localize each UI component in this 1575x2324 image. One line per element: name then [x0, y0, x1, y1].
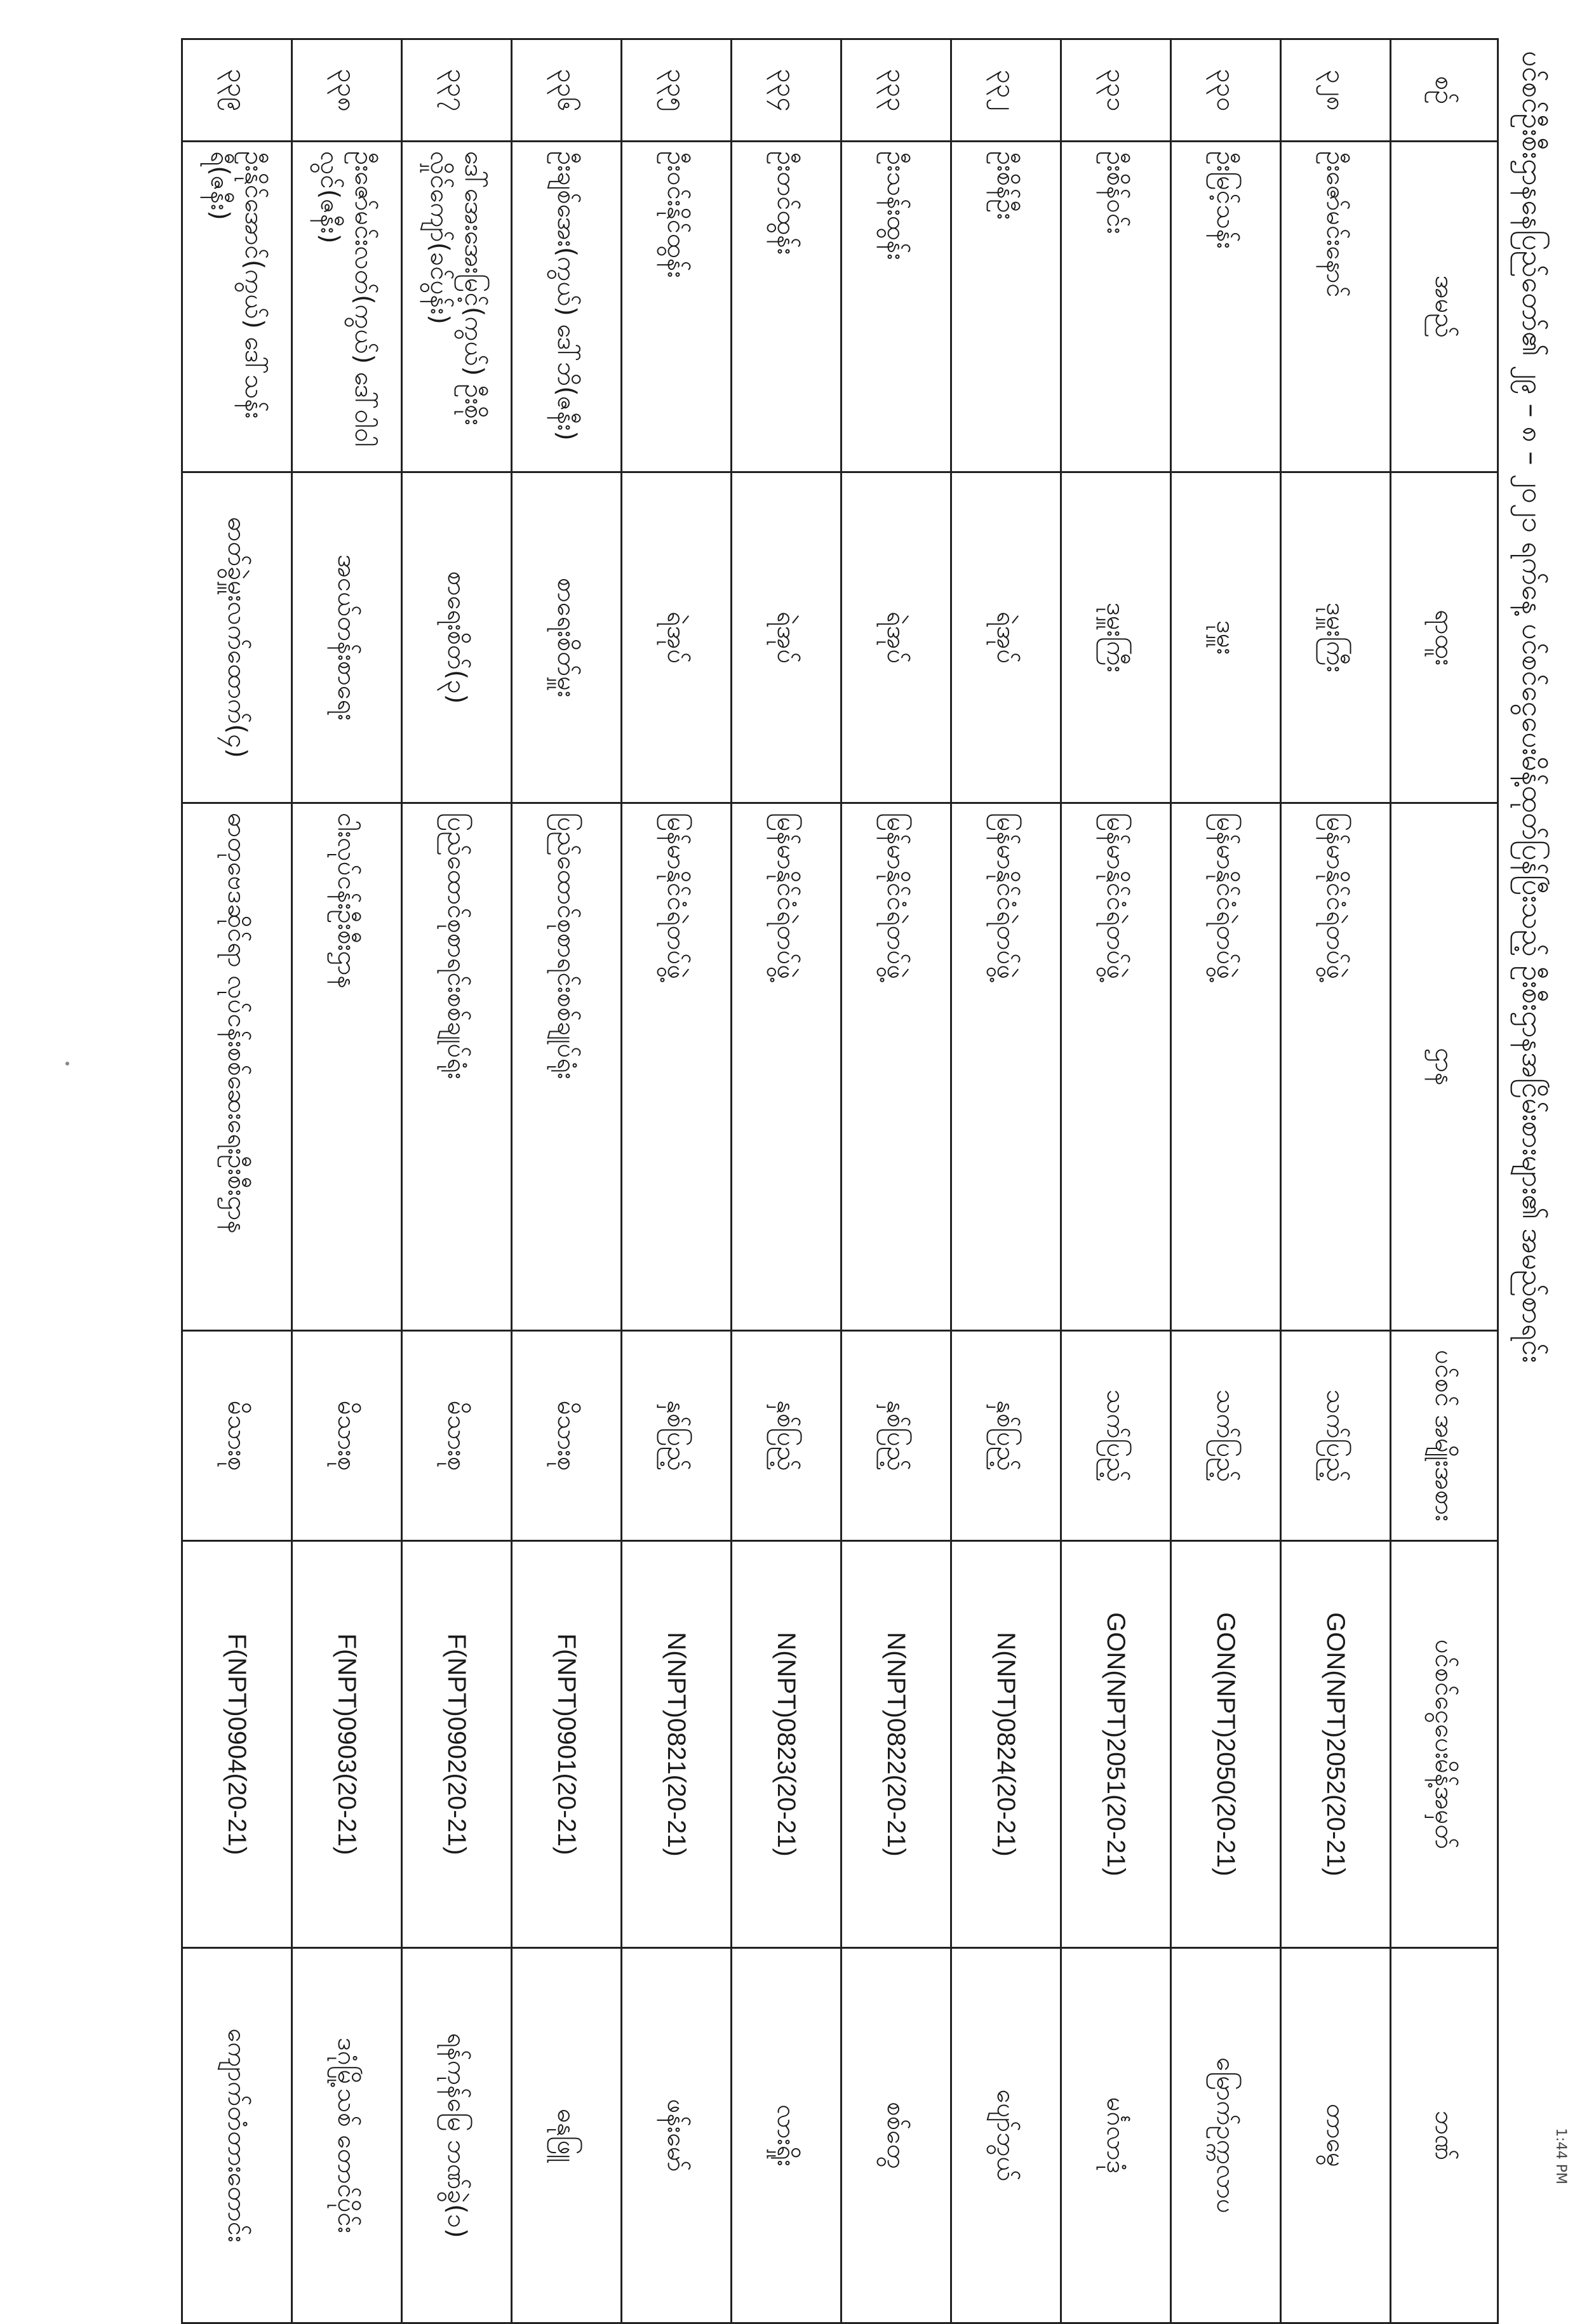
table-row	[1171, 39, 1281, 2323]
table-row	[512, 39, 622, 2323]
row-department: မြန်မာနိုင်ငံရဲတပ်ဖွဲ့	[1281, 803, 1391, 1331]
row-order-no: N(NPT)0822(20-21)	[841, 1541, 951, 1948]
scan-speck	[65, 1062, 69, 1065]
row-position: အငယ်တန်းစာရေး	[292, 472, 402, 803]
table-row	[732, 39, 841, 2323]
row-no: ၃၃၁	[1061, 39, 1171, 142]
table-row	[951, 39, 1061, 2323]
row-department: မြန်မာနိုင်ငံရဲတပ်ဖွဲ့	[841, 803, 951, 1331]
row-position: ရဲအုပ်	[841, 472, 951, 803]
row-department: မြန်မာနိုင်ငံရဲတပ်ဖွဲ့	[622, 803, 732, 1331]
row-no: ၃၃၀	[1171, 39, 1281, 142]
row-name: ဦးချစ်အေး(ကွယ်) ဒေါ်ဘိ(ဇနီး)	[512, 142, 622, 472]
row-order-no: GON(NPT)2052(20-21)	[1281, 1541, 1391, 1948]
row-department: ငါးလုပ်ငန်းဦးစီးဌာန	[292, 803, 402, 1331]
row-no: ၃၃၆	[512, 39, 622, 142]
row-pension-type: မိသားစု	[292, 1331, 402, 1541]
row-region: ပျော်ဘွယ်	[951, 1948, 1061, 2323]
row-pension-type: နှစ်ပြည့်	[841, 1331, 951, 1541]
table-row	[292, 39, 402, 2323]
row-region: ဓနုဖြူ	[512, 1948, 622, 2323]
table-row	[1281, 39, 1391, 2323]
table-row	[182, 39, 292, 2323]
table-row	[841, 39, 951, 2323]
header-region: ဘဏ်	[1391, 1948, 1498, 2323]
row-pension-type: မိသားစု	[512, 1331, 622, 1541]
header-position: ရာထူး	[1391, 472, 1498, 803]
row-order-no: F(NPT)0904(20-21)	[182, 1541, 292, 1948]
row-no: ၃၂၈	[1281, 39, 1391, 142]
document-title: ပင်စင်ဦးစီးဌာနနေပြည်တော်၏ ၂၉ – ၈ – ၂၀၂၁ ရက်နေ့ ပင်စင်ငွေပေးမိန့်ထုတ်ပြန်ပြီးသည့် ဦးစီးဌာနအငြိမ်းစားများ၏ အမည်စာရင်း	[1516, 51, 1548, 1363]
header-no: စဉ်	[1391, 39, 1498, 142]
row-region: စစ်တွေ	[841, 1948, 951, 2323]
row-pension-type: မိသားစု	[402, 1331, 512, 1541]
row-region: ဖန်းမော်	[622, 1948, 732, 2323]
row-no: ၃၃၈	[292, 39, 402, 142]
table-row	[1061, 39, 1171, 2323]
row-name: ဦးဇော်မင်းနောင်	[1281, 142, 1391, 472]
row-pension-type: သက်ပြည့်	[1171, 1331, 1281, 1541]
row-position: ရဲအုပ်	[622, 472, 732, 803]
header-department: ဌာန	[1391, 803, 1498, 1331]
row-no: ၃၃၃	[841, 39, 951, 142]
row-position: ဒုမှူးကြီး	[1281, 472, 1391, 803]
row-position: ရဲအုပ်	[951, 472, 1061, 803]
pension-table	[181, 38, 1499, 2324]
row-region: ဒဂုံမြို့သစ် တောင်ပိုင်း	[292, 1948, 402, 2323]
row-pension-type: နှစ်ပြည့်	[951, 1331, 1061, 1541]
row-order-no: F(NPT)0902(20-21)	[402, 1541, 512, 1948]
header-name: အမည်	[1391, 142, 1498, 472]
row-order-no: GON(NPT)2051(20-21)	[1061, 1541, 1171, 1948]
row-pension-type: နှစ်ပြည့်	[622, 1331, 732, 1541]
row-no: ၃၃၂	[951, 39, 1061, 142]
row-name: ဦးဝင်းနိုင်ထွန်း	[622, 142, 732, 472]
row-name: ဦးမြင့်သန်း	[1171, 142, 1281, 472]
row-name: ဦးတင်ထွန်း	[732, 142, 841, 472]
row-position: ဒုမှူးကြီး	[1061, 472, 1171, 803]
row-pension-type: သက်ပြည့်	[1061, 1331, 1171, 1541]
row-region: မြောက်ဥက္ကလာပ	[1171, 1948, 1281, 2323]
table-body	[182, 39, 1391, 2323]
table-header-row	[1391, 39, 1498, 2323]
row-pension-type: မိသားစု	[182, 1331, 292, 1541]
row-position: စာရေးစိတ်မှူး	[512, 472, 622, 803]
row-name: ဦးသန်းထွန်း	[841, 142, 951, 472]
row-pension-type: နှစ်ပြည့်	[732, 1331, 841, 1541]
row-department: ပြည်ထောင်စုစာရင်းစစ်ချုပ်ရုံး	[512, 803, 622, 1331]
row-department: ဓာတုဗေဒဆိုင်ရာ လုပ်ငန်းစစ်ဆေးရေးဦးစီးဌာန	[182, 803, 292, 1331]
row-department: ပြည်ထောင်စုစာရင်းစစ်ချုပ်ရုံး	[402, 803, 512, 1331]
header-pension-type: ပင်စင် အမျိုးအစား	[1391, 1331, 1498, 1541]
row-name: ဦးနိုင်အောင်(ကွယ်) ဒေါ်သန်းရီ(ဇနီး)	[182, 142, 292, 472]
row-pension-type: သက်ပြည့်	[1281, 1331, 1391, 1541]
row-name: ဦးစိန်ဦး	[951, 142, 1061, 472]
row-department: မြန်မာနိုင်ငံရဲတပ်ဖွဲ့	[1171, 803, 1281, 1331]
row-region: တာမွေ	[1281, 1948, 1391, 2323]
row-region: မင်္ဂလာဒုံ	[1061, 1948, 1171, 2323]
row-order-no: N(NPT)0821(20-21)	[622, 1541, 732, 1948]
row-order-no: N(NPT)0824(20-21)	[951, 1541, 1061, 1948]
row-position: ရဲအုပ်	[732, 472, 841, 803]
row-no: ၃၃၇	[402, 39, 512, 142]
row-region: ရန်ကုန်မြေ ဘဏ်ခွဲ(၁)	[402, 1948, 512, 2323]
row-region: လားရှိုး	[732, 1948, 841, 2323]
row-no: ၃၃၉	[182, 39, 292, 142]
row-position: ဓာတ်ခွဲမှူးလက်ထောက်(၄)	[182, 472, 292, 803]
row-no: ၃၃၅	[622, 39, 732, 142]
row-order-no: N(NPT)0823(20-21)	[732, 1541, 841, 1948]
row-name: ဒေါ်အေးအေးမြင့်(ကွယ်) ဦးစိုးလှိုင်ကျော်(ခင်ပွန်း)	[402, 142, 512, 472]
table-row	[402, 39, 512, 2323]
row-region: ကျောက်တံတားတောင်း	[182, 1948, 292, 2323]
row-order-no: GON(NPT)2050(20-21)	[1171, 1541, 1281, 1948]
row-position: ဒုမှူး	[1171, 472, 1281, 803]
row-position: စာရေးစိတ်(၃)	[402, 472, 512, 803]
row-no: ၃၃၄	[732, 39, 841, 142]
rotated-content	[114, 38, 1575, 2243]
print-timestamp: 1:44 PM	[1553, 2128, 1569, 2184]
row-department: မြန်မာနိုင်ငံရဲတပ်ဖွဲ့	[732, 803, 841, 1331]
row-name: ဦးဇော်မင်းလတ်(ကွယ်) ဒေါ်ဝါဝါလွင်(ဇနီး)	[292, 142, 402, 472]
header-order-no: ပင်စင်ငွေပေးမိန့်အမှတ်	[1391, 1541, 1498, 1948]
row-department: မြန်မာနိုင်ငံရဲတပ်ဖွဲ့	[1061, 803, 1171, 1331]
row-order-no: F(NPT)0901(20-21)	[512, 1541, 622, 1948]
row-name: ဦးစိန်ဝင်း	[1061, 142, 1171, 472]
row-order-no: F(NPT)0903(20-21)	[292, 1541, 402, 1948]
row-department: မြန်မာနိုင်ငံရဲတပ်ဖွဲ့	[951, 803, 1061, 1331]
table-row	[622, 39, 732, 2323]
